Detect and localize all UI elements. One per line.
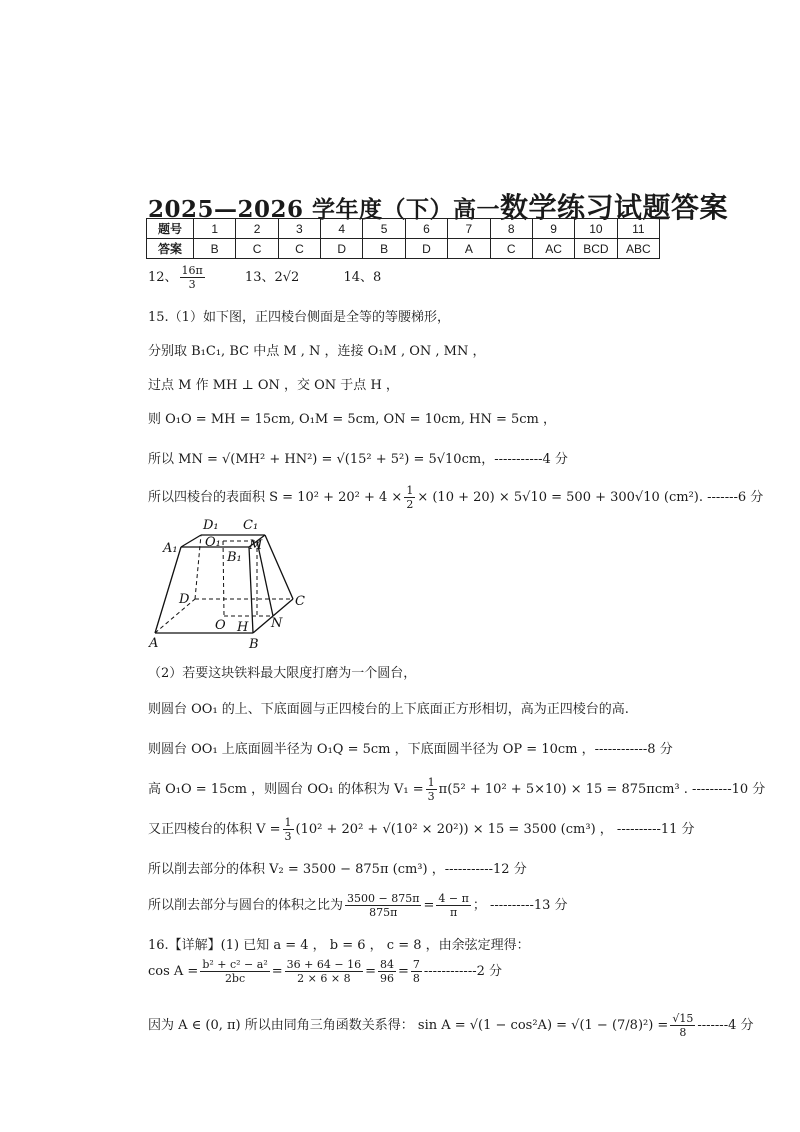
frustum-figure — [145, 515, 325, 655]
numerator: 7 — [412, 958, 420, 971]
answer-cell: A — [448, 239, 490, 259]
numerator: 84 — [379, 958, 394, 971]
q15-line-4: 则 O₁O = MH = 15cm, O₁M = 5cm, ON = 10cm, HN = 5cm ， — [148, 412, 557, 427]
question-cell: 11 — [617, 219, 659, 239]
numerator: 1 — [427, 776, 435, 789]
q15-l13-score: ； ----------13 分 — [472, 898, 568, 913]
answer-cell: D — [405, 239, 447, 259]
question-cell: 9 — [532, 219, 574, 239]
q15-l10-prefix: 高 O₁O = 15cm ，则圆台 OO₁ 的体积为 V₁ = — [148, 782, 424, 797]
numerator: 36 + 64 − 16 — [286, 958, 362, 971]
fill-blank-answers — [148, 264, 381, 291]
q15-l5-score: ，-----------4 分 — [481, 452, 568, 467]
q15-l6-formula: × (10 + 20) × 5√10 = 500 + 300√10 (cm²) — [417, 490, 699, 505]
question-cell: 3 — [278, 219, 320, 239]
label-C: C — [295, 594, 305, 609]
q15-line-5 — [148, 448, 568, 467]
q16-line-3 — [148, 1012, 754, 1039]
q14-answer: 14、8 — [343, 270, 382, 285]
denominator: 2 × 6 × 8 — [297, 972, 351, 985]
q15-line-9: 则圆台 OO₁ 上底面圆半径为 O₁Q = 5cm ，下底面圆半径为 OP = 10cm ，------------8 分 — [148, 742, 673, 757]
q15-line-12: 所以削去部分的体积 V₂ = 3500 − 875π (cm³) ，-----------12 分 — [148, 862, 527, 877]
q15-l11-prefix: 又正四棱台的体积 V = — [148, 822, 281, 837]
numerator: b² + c² − a² — [202, 958, 268, 971]
label-B1: B₁ — [227, 550, 242, 565]
q12-numerator: 16π — [181, 264, 203, 277]
q16-fraction-2 — [285, 958, 363, 985]
q15-l13-fraction-1 — [345, 892, 421, 919]
question-cell: 4 — [321, 219, 363, 239]
title-part1: 2025—2026 学年度（下）高一 — [148, 196, 501, 223]
q16-fraction-4 — [411, 958, 422, 985]
q12-fraction — [180, 264, 205, 291]
answer-cell: C — [278, 239, 320, 259]
question-cell: 2 — [236, 219, 278, 239]
denominator: 8 — [679, 1026, 687, 1039]
q15-line-10 — [148, 776, 765, 803]
question-cell: 5 — [363, 219, 405, 239]
denominator: π — [449, 906, 458, 919]
answer-cell: C — [490, 239, 532, 259]
question-cell: 8 — [490, 219, 532, 239]
q15-l5-formula: √(MH² + HN²) = √(15² + 5²) = 5√10cm — [221, 452, 482, 467]
row-header-question: 题号 — [147, 219, 194, 239]
q15-l10-fraction — [426, 776, 437, 803]
q16-fraction-1 — [200, 958, 269, 985]
answer-cell: B — [363, 239, 405, 259]
label-N: N — [271, 616, 283, 631]
q15-l10-formula: π(5² + 10² + 5×10) × 15 = 875πcm³ . — [438, 782, 688, 797]
denominator: 3 — [284, 830, 292, 843]
row-header-answer: 答案 — [147, 239, 194, 259]
question-cell: 6 — [405, 219, 447, 239]
q15-l10-score: ---------10 分 — [692, 782, 766, 797]
question-row — [147, 219, 660, 239]
numerator: 4 − π — [438, 892, 469, 905]
numerator: 1 — [284, 816, 292, 829]
q16-line-2: cos A = $\frac{\text{b² + c² − a²}}{2bc}$ = $\frac{36 + 64 - 16}{2 \times 6 \times 8}$ = $\frac{84}{96}$ = $\frac{7}{8}$ ------------2 分 — [148, 958, 503, 985]
equals-sign: = — [423, 898, 435, 913]
answer-cell: C — [236, 239, 278, 259]
q12-denominator: 3 — [188, 278, 196, 291]
label-A: A — [149, 636, 159, 651]
numerator: 1 — [406, 484, 414, 497]
answer-cell: ABC — [617, 239, 659, 259]
q15-line-11 — [148, 816, 695, 843]
label-O: O — [215, 618, 226, 633]
q15-l11-fraction — [283, 816, 294, 843]
label-C1: C₁ — [243, 518, 259, 533]
q16-fraction-3 — [378, 958, 396, 985]
question-cell: 1 — [194, 219, 236, 239]
label-H: H — [237, 620, 249, 635]
denominator: 2 — [406, 498, 414, 511]
q15-line-3: 过点 M 作 MH ⊥ ON ，交 ON 于点 H ， — [148, 378, 399, 393]
label-B: B — [249, 637, 259, 652]
q15-l5-prefix: 所以 MN = — [148, 452, 222, 467]
q16-l3-fraction — [670, 1012, 695, 1039]
q15-line-1: 15.（1）如下图，正四棱台侧面是全等的等腰梯形， — [148, 310, 450, 325]
q12-label: 12、 — [148, 270, 178, 285]
q15-line-13 — [148, 892, 568, 919]
q15-l13-fraction-2 — [436, 892, 470, 919]
answer-table — [146, 218, 660, 259]
q15-line-6 — [148, 484, 763, 511]
q15-line-7: （2）若要这块铁料最大限度打磨为一个圆台， — [148, 666, 417, 681]
denominator: 875π — [369, 906, 398, 919]
q15-line-8: 则圆台 OO₁ 的上、下底面圆与正四棱台的上下底面正方形相切，高为正四棱台的高. — [148, 702, 629, 717]
q13-answer: 13、2√2 — [244, 270, 300, 285]
label-D: D — [179, 592, 190, 607]
title-part2: 数学练习试题答案 — [500, 191, 729, 224]
q16-l2-score: ------------2 分 — [423, 964, 503, 979]
numerator: 3500 − 875π — [347, 892, 420, 905]
denominator: 3 — [427, 790, 435, 803]
numerator: √15 — [672, 1012, 694, 1025]
q16-l3-score: -------4 分 — [697, 1018, 754, 1033]
denominator: 96 — [379, 972, 394, 985]
answer-cell: B — [194, 239, 236, 259]
q15-l11-score: ----------11 分 — [616, 822, 695, 837]
q15-l6-fraction — [404, 484, 415, 511]
label-M: M — [249, 538, 263, 553]
q15-line-2: 分别取 B₁C₁, BC 中点 M , N ，连接 O₁M , ON , MN ， — [148, 344, 486, 359]
label-A1: A₁ — [163, 541, 178, 556]
answer-cell: AC — [532, 239, 574, 259]
label-O1: O₁ — [205, 535, 221, 550]
answer-cell: D — [321, 239, 363, 259]
q15-l6-prefix: 所以四棱台的表面积 S = 10² + 20² + 4 × — [148, 490, 403, 505]
label-D1: D₁ — [203, 518, 219, 533]
q16-l2-prefix: cos A = — [148, 964, 199, 979]
question-cell: 10 — [575, 219, 617, 239]
q15-l6-score: . -------6 分 — [698, 490, 764, 505]
q15-l13-prefix: 所以削去部分与圆台的体积之比为 — [148, 898, 344, 913]
q15-l11-formula: (10² + 20² + √(10² × 20²)) × 15 = 3500 (cm³) ， — [295, 822, 613, 837]
answer-row — [147, 239, 660, 259]
q16-l3-formula: 因为 A ∈ (0, π) 所以由同角三角函数关系得： sin A = √(1 − cos²A) = √(1 − (7/8)²) = — [148, 1018, 669, 1033]
denominator: 8 — [412, 972, 420, 985]
q16-line-1: 16.【详解】(1) 已知 a = 4 ， b = 6 ， c = 8 ，由余弦定理得： — [148, 938, 530, 953]
answer-cell: BCD — [575, 239, 617, 259]
denominator: 2bc — [224, 972, 246, 985]
question-cell: 7 — [448, 219, 490, 239]
